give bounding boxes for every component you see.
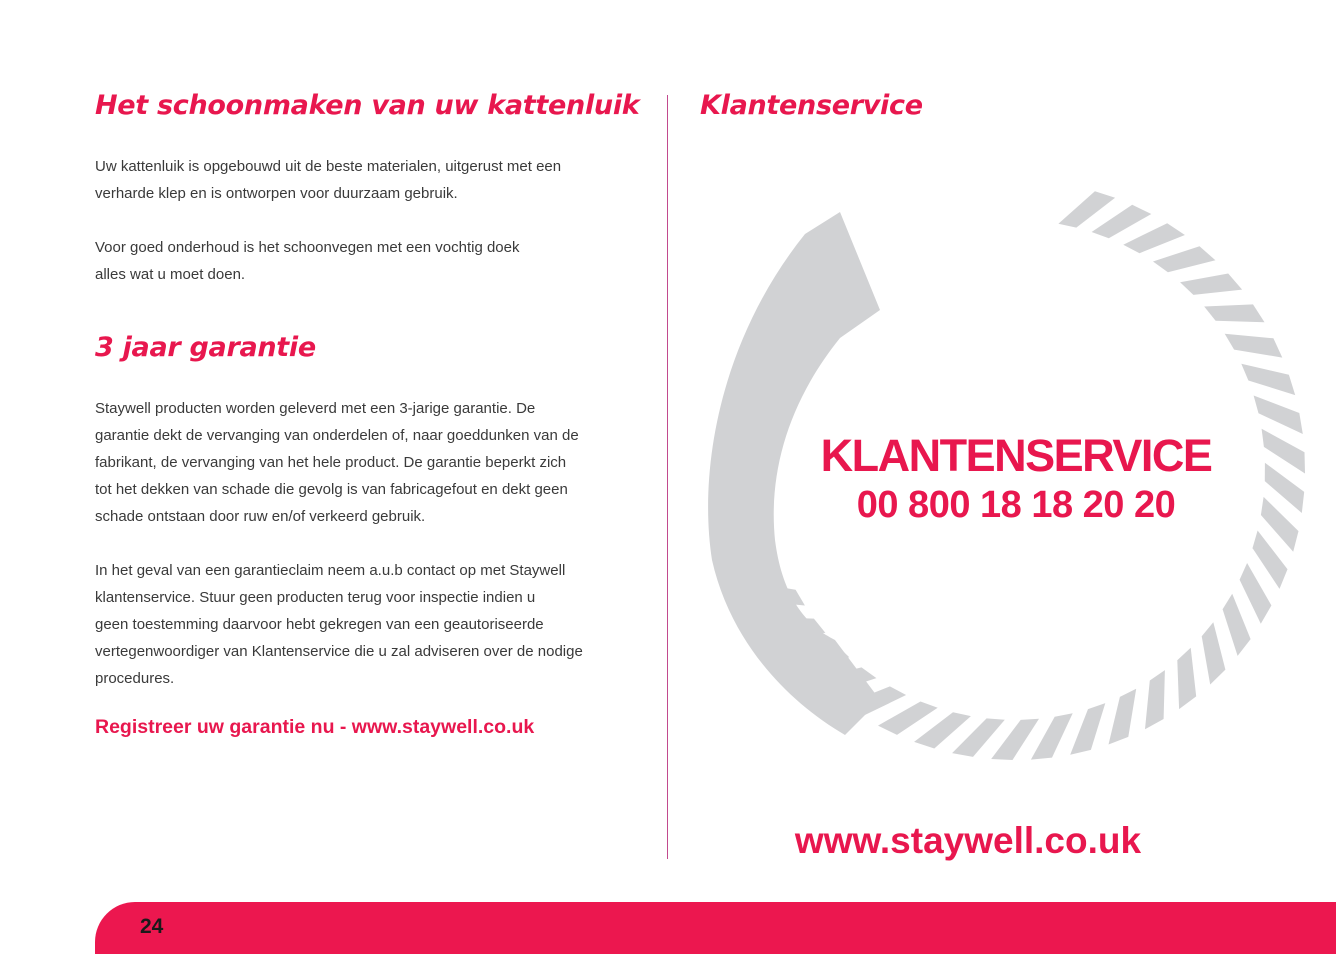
service-label: KLANTENSERVICE — [820, 430, 1212, 481]
footer-bar — [95, 902, 1336, 954]
dial-stripe — [1177, 648, 1196, 709]
dial-stripe — [1225, 334, 1283, 358]
customer-service-title: Klantenservice — [700, 90, 923, 121]
warranty-paragraph-1: Staywell producten worden geleverd met een 3-jarige garantie. De garantie dekt de vervanging van onderdelen of, naar goeddunken van de fabrikant, de vervanging van het hele product. De garantie beperkt zich tot het dekken van schade die gevolg is van fabricagefout en dekt geen schade ontstaan door ruw en/of verkeerd gebruik. — [95, 400, 579, 525]
column-divider — [667, 95, 668, 859]
service-phone-number[interactable]: 00 800 18 18 20 20 — [856, 484, 1176, 526]
website-link[interactable]: www.staywell.co.uk — [794, 820, 1142, 861]
dial-stripe — [1241, 364, 1295, 395]
dial-stripe — [1180, 274, 1242, 295]
cleaning-title: Het schoonmaken van uw kattenluik — [95, 90, 640, 121]
register-warranty-link[interactable]: Registreer uw garantie nu - www.staywell.co.uk — [95, 716, 535, 738]
dial-stripe — [1070, 703, 1105, 755]
dial-stripe — [1202, 622, 1226, 684]
dial-stripe — [1145, 670, 1165, 729]
dial-stripe — [1240, 563, 1272, 624]
dial-stripe — [1253, 531, 1288, 589]
dial-stripe — [1109, 689, 1137, 745]
cleaning-paragraph-1: Uw kattenluik is opgebouwd uit de beste materialen, uitgerust met een verharde klep en is ontworpen voor duurzaam gebruik. — [95, 158, 562, 202]
dial-stripe — [1123, 223, 1185, 253]
dial-stripe — [878, 702, 938, 735]
warranty-title: 3 jaar garantie — [95, 332, 316, 363]
dial-stripe — [1223, 594, 1251, 656]
warranty-paragraph-2: In het geval van een garantieclaim neem a.u.b contact op met Staywell klantenservice. Stuur geen producten terug voor inspectie indien u geen toestemming daarvoor hebt gekregen van een geautoriseerde vertegenwoordiger van Klantenservice die u zal adviseren over de nodige procedures. — [95, 562, 583, 687]
dial-stripe — [1254, 396, 1303, 435]
dial-stripe — [1153, 246, 1215, 272]
dial-stripe — [1092, 205, 1152, 239]
dial-stripe — [1204, 304, 1264, 322]
page-number: 24 — [140, 915, 164, 938]
cleaning-paragraph-2: Voor goed onderhoud is het schoonvegen met een vochtig doek alles wat u moet doen. — [95, 239, 520, 283]
